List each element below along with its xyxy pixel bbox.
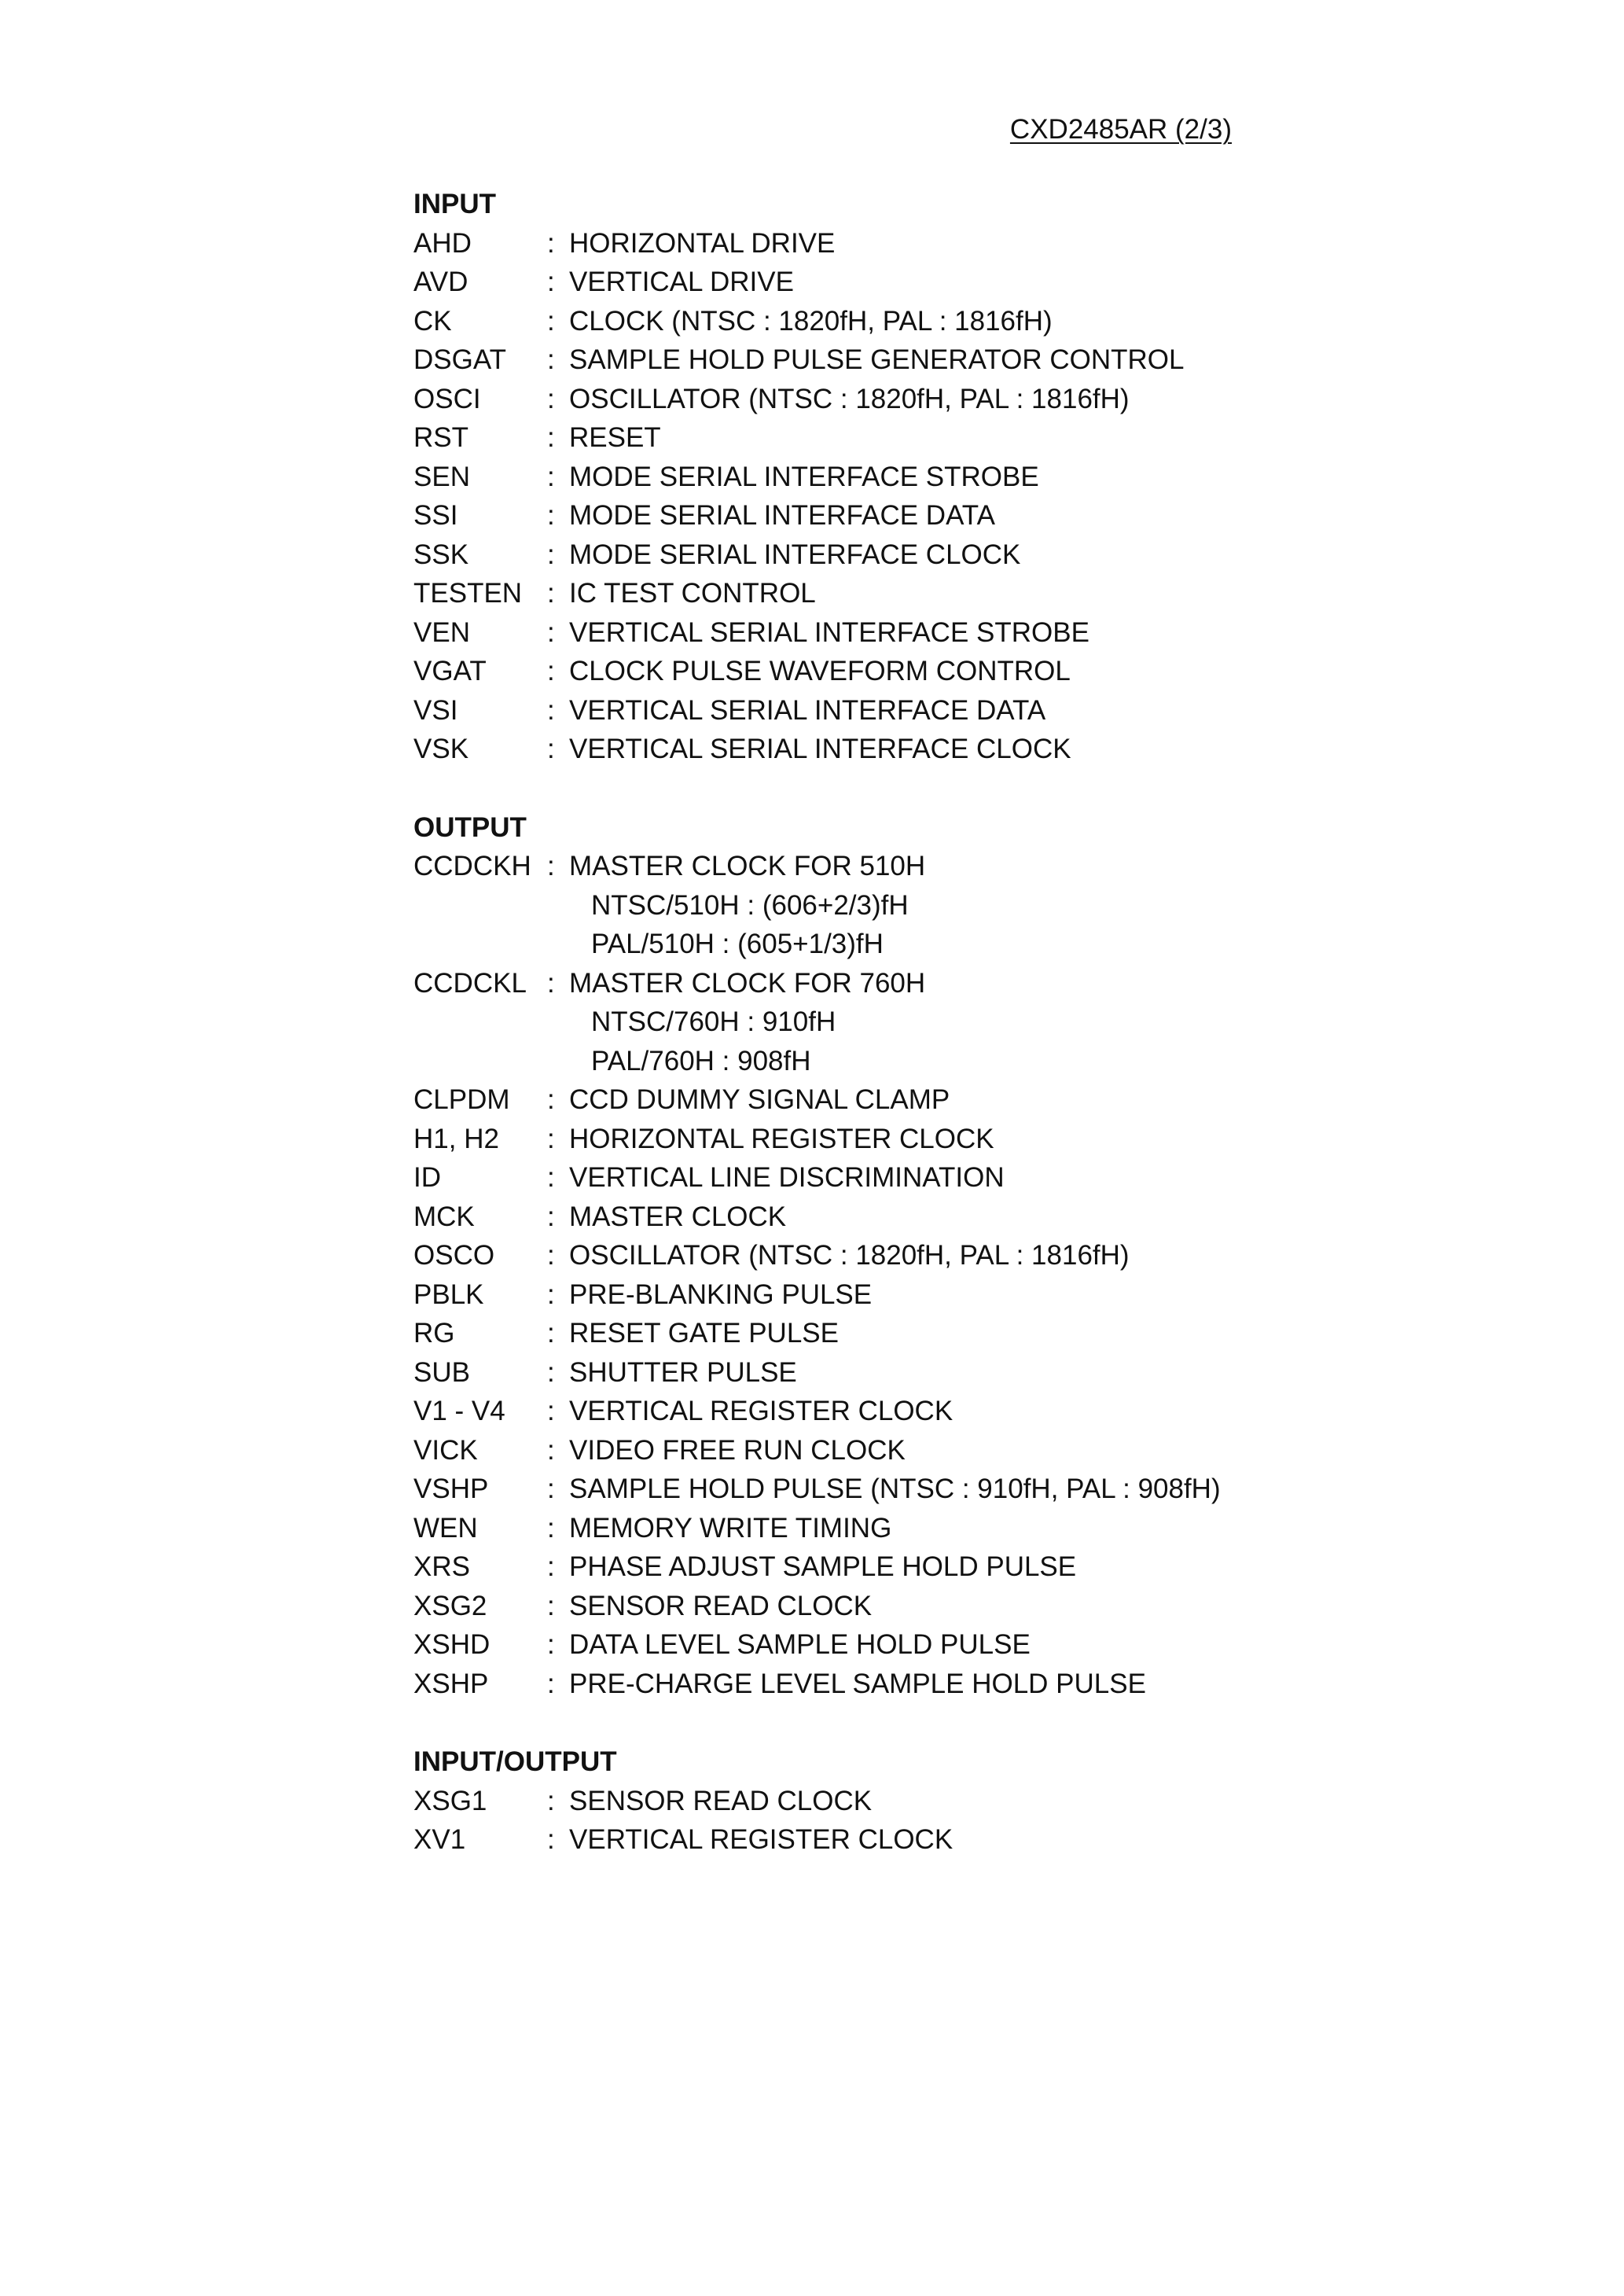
page-header-part-number: CXD2485AR (2/3) xyxy=(1009,114,1232,145)
pin-name: XRS xyxy=(413,1551,470,1582)
pin-row xyxy=(413,340,1624,380)
pin-row xyxy=(413,730,1624,769)
pin-row xyxy=(413,574,1624,613)
pin-description: VERTICAL LINE DISCRIMINATION xyxy=(569,1162,1005,1193)
pin-row xyxy=(413,1625,1624,1665)
pin-name: RST xyxy=(413,422,468,453)
pin-description: SENSOR READ CLOCK xyxy=(569,1590,873,1621)
pin-name: AHD xyxy=(413,227,472,259)
pin-row xyxy=(413,1275,1624,1315)
pin-name: OSCO xyxy=(413,1240,495,1271)
pin-row xyxy=(413,263,1624,302)
pin-separator: : xyxy=(547,1201,555,1232)
pin-description: CLOCK (NTSC : 1820fH, PAL : 1816fH) xyxy=(569,305,1053,337)
pin-name: V1 - V4 xyxy=(413,1396,505,1426)
pin-separator: : xyxy=(547,694,555,726)
input-output-pin-list xyxy=(413,1782,1624,1860)
input-section xyxy=(413,185,1624,769)
pin-separator: : xyxy=(547,1356,555,1388)
pin-description: SAMPLE HOLD PULSE (NTSC : 910fH, PAL : 908fH) xyxy=(569,1474,1221,1504)
pin-separator: : xyxy=(547,1318,555,1349)
pin-name: VEN xyxy=(413,616,470,648)
pin-name: XSHP xyxy=(413,1668,489,1699)
pin-name: VICK xyxy=(413,1434,478,1466)
input-pin-list xyxy=(413,224,1624,769)
pin-description: VERTICAL DRIVE xyxy=(569,267,794,297)
pin-row xyxy=(413,1120,1624,1159)
pin-row xyxy=(413,1431,1624,1470)
pin-separator: : xyxy=(547,1785,555,1816)
pin-row xyxy=(413,418,1624,458)
output-pin-list xyxy=(413,847,1624,1703)
pin-description: MODE SERIAL INTERFACE CLOCK xyxy=(569,539,1021,570)
pin-row xyxy=(413,1236,1624,1275)
pin-separator: : xyxy=(547,305,555,337)
pin-sub-description: NTSC/760H : 910fH xyxy=(591,1006,836,1037)
pin-name: VSK xyxy=(413,734,469,764)
pin-row xyxy=(413,1509,1624,1548)
pin-separator: : xyxy=(547,1512,555,1544)
pin-name: CCDCKH xyxy=(413,851,531,881)
pin-name: ID xyxy=(413,1162,441,1193)
pin-separator: : xyxy=(547,578,555,609)
pin-description: OSCILLATOR (NTSC : 1820fH, PAL : 1816fH) xyxy=(569,1240,1130,1271)
pin-row xyxy=(413,1547,1624,1587)
pin-row xyxy=(413,652,1624,691)
pin-separator: : xyxy=(547,383,555,414)
pin-sub-description: PAL/510H : (605+1/3)fH xyxy=(591,929,884,959)
pin-separator: : xyxy=(547,1668,555,1699)
pin-description: VERTICAL SERIAL INTERFACE STROBE xyxy=(569,616,1089,648)
pin-row xyxy=(413,458,1624,497)
pin-row xyxy=(413,302,1624,341)
pin-name: PBLK xyxy=(413,1279,484,1310)
pin-row xyxy=(413,380,1624,419)
pin-name: SEN xyxy=(413,461,470,492)
pin-description: MODE SERIAL INTERFACE STROBE xyxy=(569,461,1039,492)
pin-name: VSHP xyxy=(413,1474,489,1504)
pin-row xyxy=(413,964,1624,1003)
pin-separator: : xyxy=(547,734,555,764)
pin-row xyxy=(413,847,1624,886)
pin-description: MEMORY WRITE TIMING xyxy=(569,1512,892,1544)
pin-description: CCD DUMMY SIGNAL CLAMP xyxy=(569,1084,950,1115)
pin-description: VIDEO FREE RUN CLOCK xyxy=(569,1434,906,1466)
pin-description: OSCILLATOR (NTSC : 1820fH, PAL : 1816fH) xyxy=(569,383,1130,414)
pin-description: RESET GATE PULSE xyxy=(569,1318,839,1349)
pin-separator: : xyxy=(547,1434,555,1466)
pin-description: SENSOR READ CLOCK xyxy=(569,1785,873,1816)
section-title-output: OUTPUT xyxy=(413,811,527,843)
pin-description: MODE SERIAL INTERFACE DATA xyxy=(569,500,995,531)
pin-row xyxy=(413,1782,1624,1821)
output-section xyxy=(413,808,1624,1704)
pin-description: HORIZONTAL REGISTER CLOCK xyxy=(569,1123,994,1154)
pin-separator: : xyxy=(547,500,555,531)
pin-description: VERTICAL SERIAL INTERFACE DATA xyxy=(569,694,1046,726)
pin-separator: : xyxy=(547,967,555,999)
input-output-section xyxy=(413,1742,1624,1860)
section-title-input-output: INPUT/OUTPUT xyxy=(413,1746,617,1777)
pin-row xyxy=(413,224,1624,263)
pin-description: RESET xyxy=(569,422,661,453)
pin-description: PRE-CHARGE LEVEL SAMPLE HOLD PULSE xyxy=(569,1668,1146,1699)
pin-name: TESTEN xyxy=(413,578,523,609)
pin-separator: : xyxy=(547,227,555,259)
pin-name: OSCI xyxy=(413,383,481,414)
pin-description: CLOCK PULSE WAVEFORM CONTROL xyxy=(569,656,1071,686)
pin-row xyxy=(413,1470,1624,1509)
pin-separator: : xyxy=(547,267,555,297)
pin-separator: : xyxy=(547,1396,555,1426)
pin-row xyxy=(413,1665,1624,1704)
pin-sub-description: NTSC/510H : (606+2/3)fH xyxy=(591,889,909,921)
pin-row xyxy=(413,1198,1624,1237)
pin-description: IC TEST CONTROL xyxy=(569,578,816,609)
pin-description: SAMPLE HOLD PULSE GENERATOR CONTROL xyxy=(569,344,1185,375)
pin-description: VERTICAL REGISTER CLOCK xyxy=(569,1824,953,1855)
pin-separator: : xyxy=(547,1551,555,1582)
pin-separator: : xyxy=(547,1240,555,1271)
pin-row xyxy=(413,1158,1624,1198)
pin-row xyxy=(413,1314,1624,1353)
pin-row xyxy=(413,496,1624,535)
pin-description: VERTICAL REGISTER CLOCK xyxy=(569,1396,953,1426)
pin-separator: : xyxy=(547,422,555,453)
pin-description: PRE-BLANKING PULSE xyxy=(569,1279,873,1310)
pin-name: SSK xyxy=(413,539,469,570)
pin-name: VSI xyxy=(413,694,458,726)
pin-name: XSG2 xyxy=(413,1590,487,1621)
pin-description: MASTER CLOCK xyxy=(569,1201,787,1232)
pin-separator: : xyxy=(547,616,555,648)
pin-separator: : xyxy=(547,539,555,570)
pin-description: HORIZONTAL DRIVE xyxy=(569,227,836,259)
section-title-input: INPUT xyxy=(413,189,496,219)
pin-name: WEN xyxy=(413,1512,478,1544)
pin-description: DATA LEVEL SAMPLE HOLD PULSE xyxy=(569,1629,1031,1660)
pin-separator: : xyxy=(547,851,555,881)
pin-name: H1, H2 xyxy=(413,1123,499,1154)
pin-description: SHUTTER PULSE xyxy=(569,1356,797,1388)
pin-name: CCDCKL xyxy=(413,967,527,999)
pin-row xyxy=(413,613,1624,653)
pin-name: MCK xyxy=(413,1201,475,1232)
pin-description: MASTER CLOCK FOR 760H xyxy=(569,967,926,999)
pin-separator: : xyxy=(547,1279,555,1310)
pin-row xyxy=(413,1587,1624,1626)
pin-name: AVD xyxy=(413,267,468,297)
pin-row xyxy=(413,535,1624,575)
pin-separator: : xyxy=(547,1629,555,1660)
pin-description: PHASE ADJUST SAMPLE HOLD PULSE xyxy=(569,1551,1077,1582)
pin-row xyxy=(413,691,1624,730)
pin-name: DSGAT xyxy=(413,344,506,375)
pin-name: SSI xyxy=(413,500,458,531)
pin-description: MASTER CLOCK FOR 510H xyxy=(569,851,926,881)
pin-separator: : xyxy=(547,1123,555,1154)
pin-separator: : xyxy=(547,461,555,492)
pin-row xyxy=(413,1392,1624,1431)
pin-separator: : xyxy=(547,1084,555,1115)
pin-sub-description: PAL/760H : 908fH xyxy=(591,1045,811,1076)
pin-name: CK xyxy=(413,305,452,337)
pin-separator: : xyxy=(547,1824,555,1855)
pin-description: VERTICAL SERIAL INTERFACE CLOCK xyxy=(569,734,1071,764)
pin-separator: : xyxy=(547,1590,555,1621)
pin-row xyxy=(413,1080,1624,1120)
pin-name: VGAT xyxy=(413,656,487,686)
pin-separator: : xyxy=(547,1162,555,1193)
pin-name: XSG1 xyxy=(413,1785,487,1816)
pin-row xyxy=(413,1353,1624,1393)
pin-separator: : xyxy=(547,1474,555,1504)
pin-name: RG xyxy=(413,1318,455,1349)
pin-separator: : xyxy=(547,344,555,375)
pin-description-list xyxy=(413,185,1624,1899)
pin-name: SUB xyxy=(413,1356,470,1388)
pin-separator: : xyxy=(547,656,555,686)
pin-name: XSHD xyxy=(413,1629,491,1660)
pin-row xyxy=(413,1820,1624,1860)
pin-name: XV1 xyxy=(413,1824,466,1855)
pin-name: CLPDM xyxy=(413,1084,510,1115)
